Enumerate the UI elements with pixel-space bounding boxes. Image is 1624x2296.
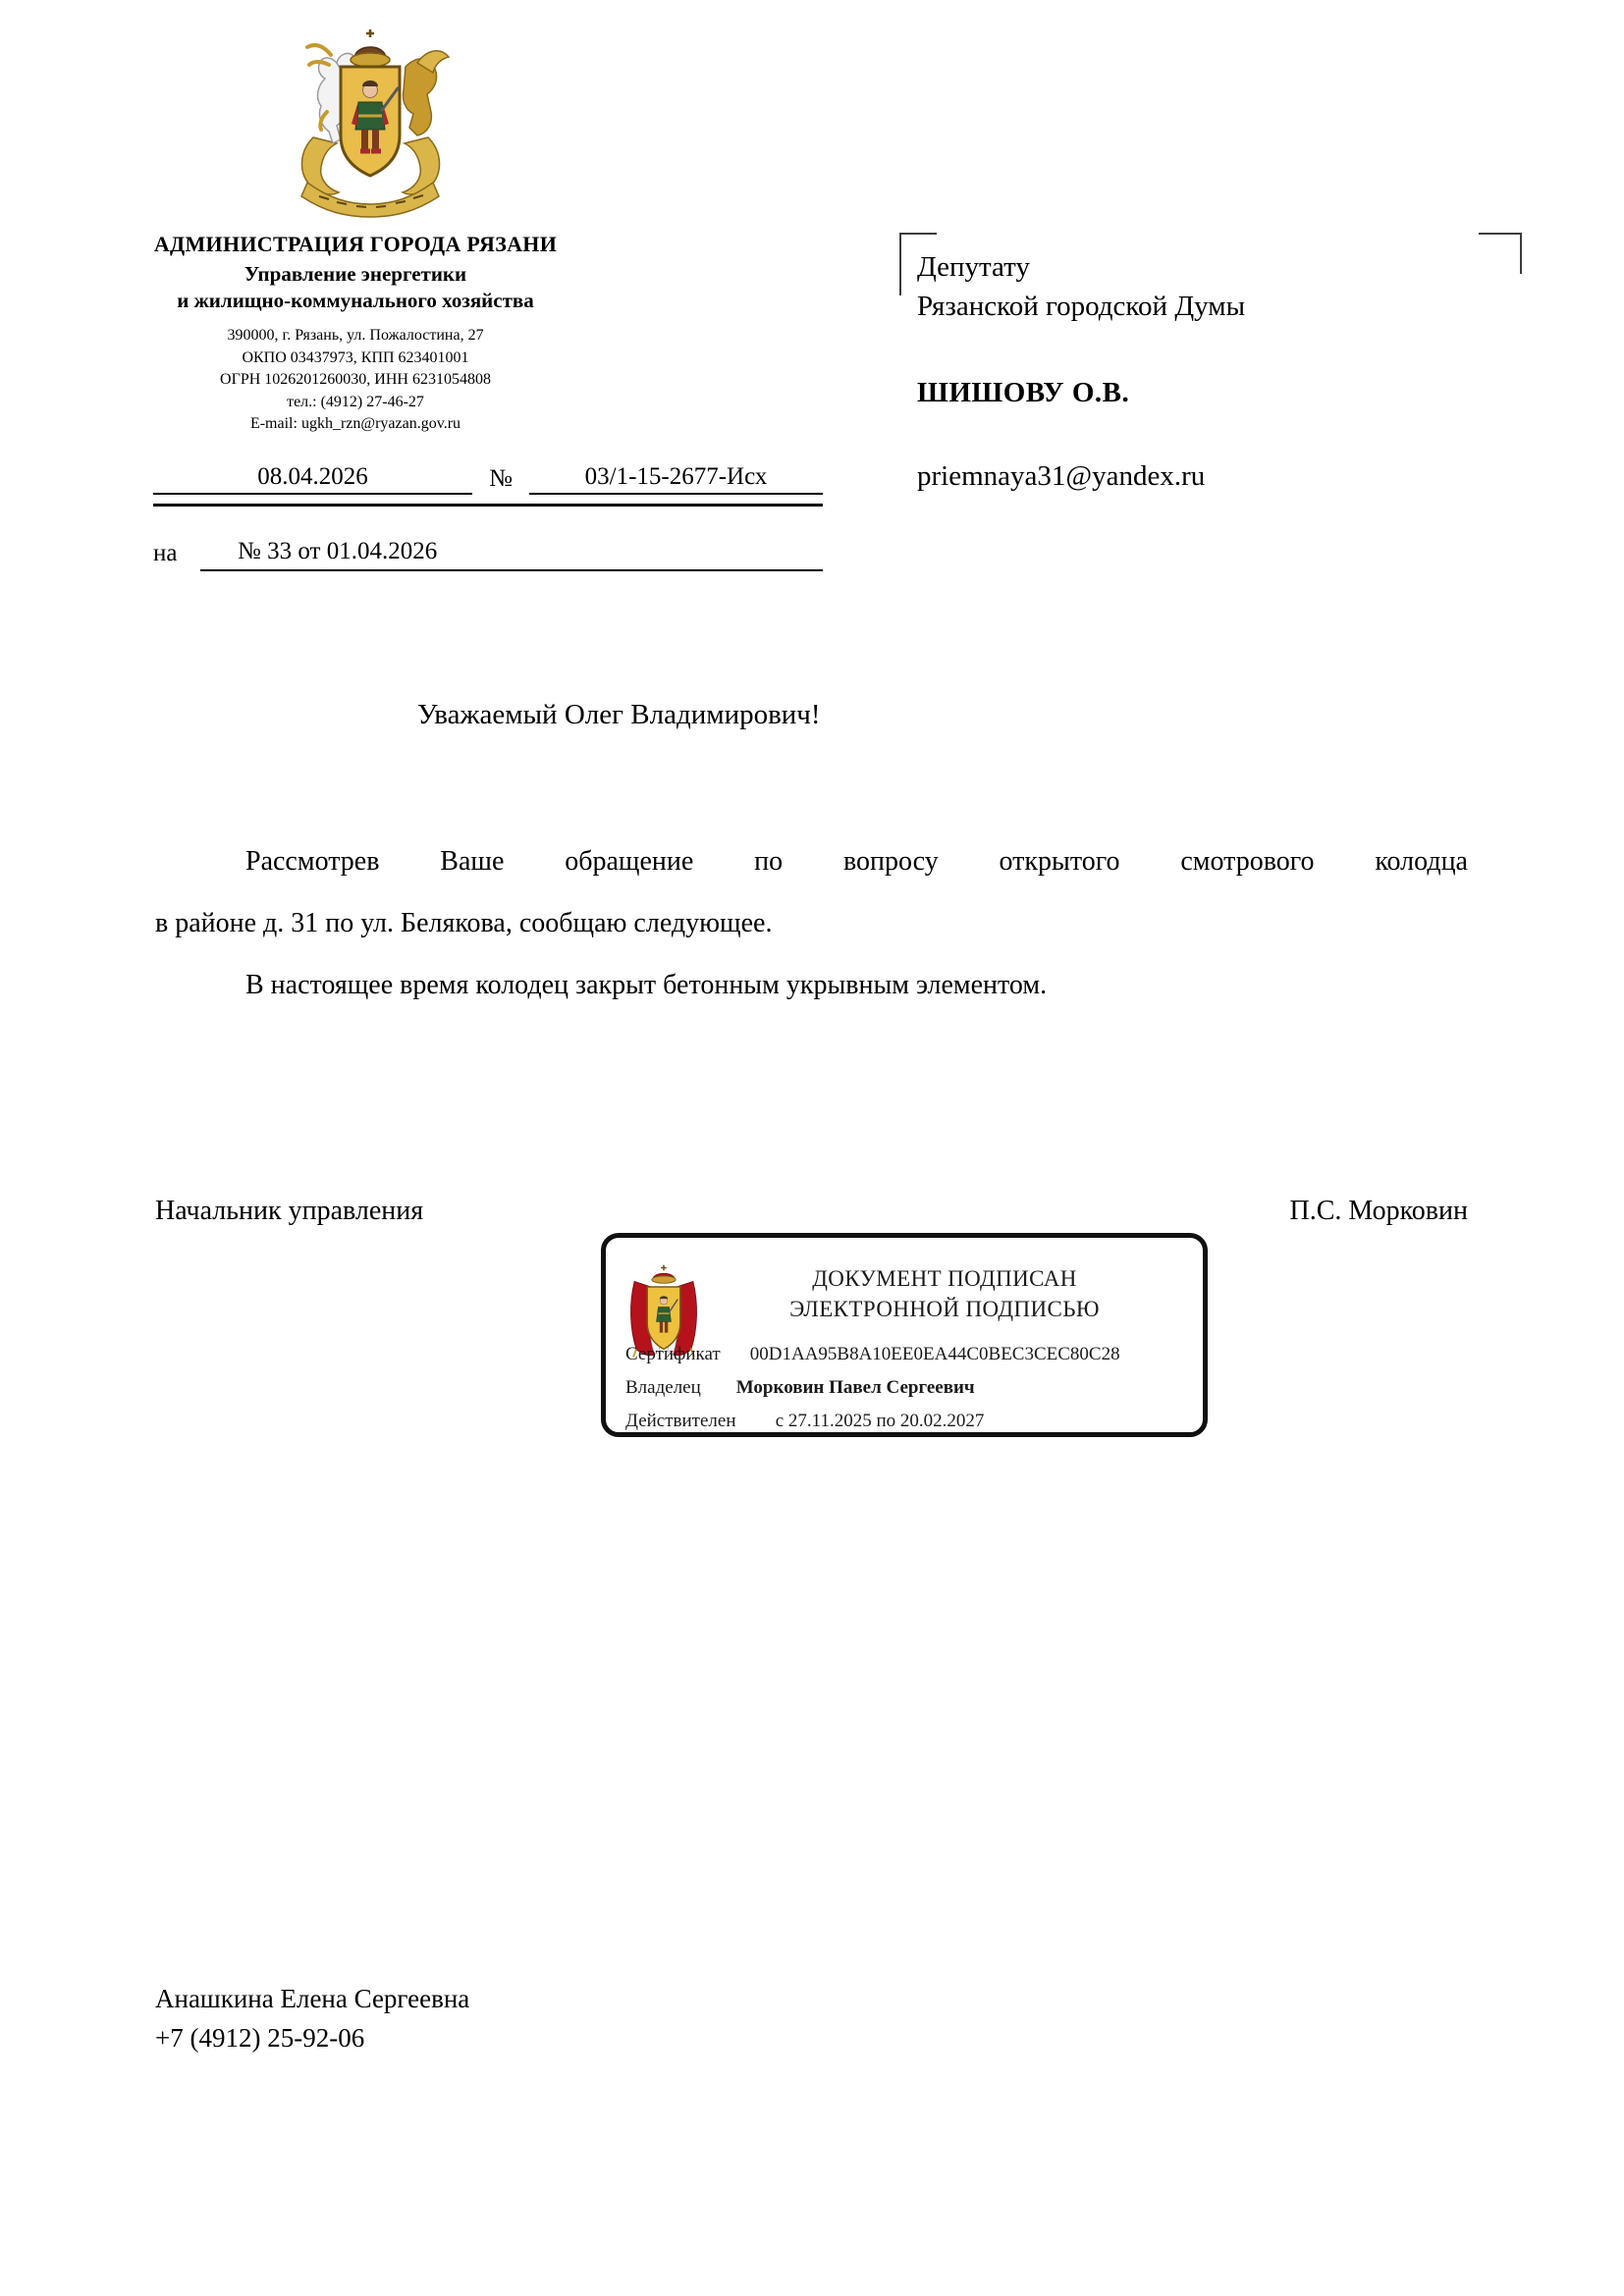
org-name-line3: и жилищно-коммунального хозяйства <box>177 289 534 312</box>
stamp-title-line2: ЭЛЕКТРОННОЙ ПОДПИСЬЮ <box>789 1297 1100 1321</box>
body-paragraph1-line1: Рассмотрев Ваше обращение по вопросу открытого смотрового колодца <box>245 846 1468 877</box>
org-phone: тел.: (4912) 27-46-27 <box>287 393 424 410</box>
signature-name: П.С. Морковин <box>1289 1196 1468 1226</box>
recipient-org: Рязанской городской Думы <box>917 291 1246 322</box>
stamp-title-line1: ДОКУМЕНТ ПОДПИСАН <box>812 1266 1077 1291</box>
org-okpo-kpp: ОКПО 03437973, КПП 623401001 <box>242 348 469 366</box>
esign-stamp <box>601 1233 1208 1437</box>
reply-reference: № 33 от 01.04.2026 <box>200 538 823 571</box>
recipient-email: priemnaya31@yandex.ru <box>917 460 1206 492</box>
org-address: 390000, г. Рязань, ул. Пожалостина, 27 <box>227 327 484 344</box>
org-name-line2: Управление энергетики <box>244 262 467 286</box>
body-paragraph2: В настоящее время колодец закрыт бетонным укрывным элементом. <box>245 970 1048 1000</box>
stamp-cert-value: 00D1AA95B8A10EE0EA44C0BEC3CEC80C28 <box>749 1344 1120 1364</box>
stamp-owner-label: Владелец <box>625 1377 701 1398</box>
princely-cap <box>351 29 390 67</box>
shield <box>341 67 400 176</box>
org-email: E-mail: ugkh_rzn@ryazan.gov.ru <box>249 415 461 432</box>
number-sign: № <box>489 465 513 492</box>
stamp-valid-value: с 27.11.2025 по 20.02.2027 <box>775 1411 985 1431</box>
executor-phone: +7 (4912) 25-92-06 <box>155 2023 365 2053</box>
executor-name: Анашкина Елена Сергеевна <box>155 1984 470 2013</box>
salutation: Уважаемый Олег Владимирович! <box>417 699 821 730</box>
recipient-block <box>917 247 1491 496</box>
outgoing-number: 03/1-15-2677-Исх <box>529 463 823 495</box>
reference-row <box>153 457 823 495</box>
org-ogrn-inn: ОГРН 1026201260030, ИНН 6231054808 <box>220 371 491 388</box>
letter-body <box>155 830 1468 1016</box>
stamp-owner-value: Морковин Павел Сергеевич <box>735 1377 975 1398</box>
body-paragraph1-line2: в районе д. 31 по ул. Белякова, сообщаю следующее. <box>155 908 773 938</box>
org-name-line1: АДМИНИСТРАЦИЯ ГОРОДА РЯЗАНИ <box>153 232 558 256</box>
signature-position: Начальник управления <box>155 1196 424 1226</box>
executor-block <box>155 1979 469 2057</box>
stamp-valid-label: Действителен <box>625 1411 736 1431</box>
gryphon-supporter <box>403 51 449 135</box>
header-rule <box>153 504 823 507</box>
stamp-cert-label: Сертификат <box>625 1344 721 1364</box>
signature-row <box>155 1196 1468 1227</box>
reply-reference-row <box>153 528 823 571</box>
reply-prefix: на <box>153 540 178 566</box>
recipient-role: Депутату <box>917 251 1030 283</box>
ryazan-city-coat-of-arms <box>280 22 461 226</box>
recipient-name: ШИШОВУ О.В. <box>917 377 1130 408</box>
letterhead <box>153 232 558 436</box>
outgoing-date: 08.04.2026 <box>153 463 472 495</box>
